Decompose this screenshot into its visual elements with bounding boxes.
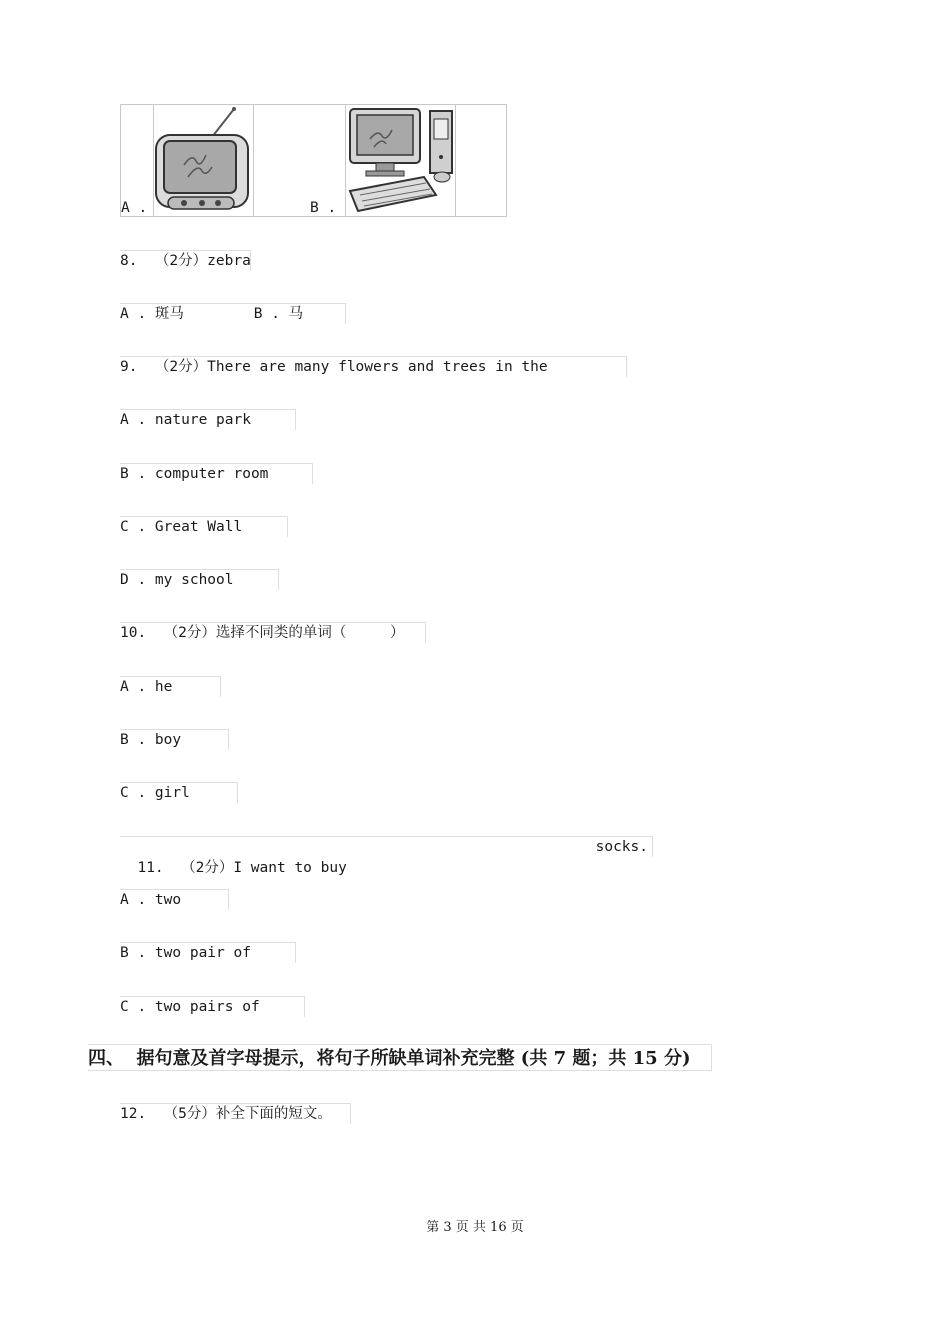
tv-icon	[154, 104, 254, 217]
q10-option-a: A . he	[120, 676, 221, 697]
q10-stem: 10. （2分）选择不同类的单词（ ）	[120, 622, 426, 643]
q9-option-a: A . nature park	[120, 409, 296, 430]
q11-stem: 11. （2分）I want to buy	[137, 860, 347, 876]
section-4-heading: 四、 据句意及首字母提示，将句子所缺单词补充完整 (共 7 题；共 15 分)	[88, 1044, 712, 1071]
q9-option-d: D . my school	[120, 569, 279, 590]
q7-option-b-label: B .	[310, 200, 337, 216]
q11-stem-tail: socks.	[595, 839, 648, 855]
q9-option-c: C . Great Wall	[120, 516, 288, 537]
q11-stem-line	[120, 836, 653, 876]
q10-option-c: C . girl	[120, 782, 238, 803]
q9-option-b: B . computer room	[120, 463, 313, 484]
q7-option-a-cell	[120, 104, 154, 217]
q10-option-b: B . boy	[120, 729, 229, 750]
q8-stem: 8. （2分）zebra	[120, 250, 251, 271]
q9-stem: 9. （2分）There are many flowers and trees in the	[120, 356, 627, 377]
q11-option-a: A . two	[120, 889, 229, 910]
q8-options: A . 斑马 B . 马	[120, 303, 346, 324]
q7-blank-cell	[456, 104, 507, 217]
q7-image-options	[120, 104, 507, 217]
q7-option-b-cell	[254, 104, 346, 217]
q12-stem: 12. （5分）补全下面的短文。	[120, 1103, 351, 1124]
q7-option-a-label: A .	[121, 200, 148, 216]
computer-icon	[346, 104, 456, 217]
q11-option-b: B . two pair of	[120, 942, 296, 963]
page-footer: 第 3 页 共 16 页	[426, 1220, 524, 1235]
q11-option-c: C . two pairs of	[120, 996, 305, 1017]
